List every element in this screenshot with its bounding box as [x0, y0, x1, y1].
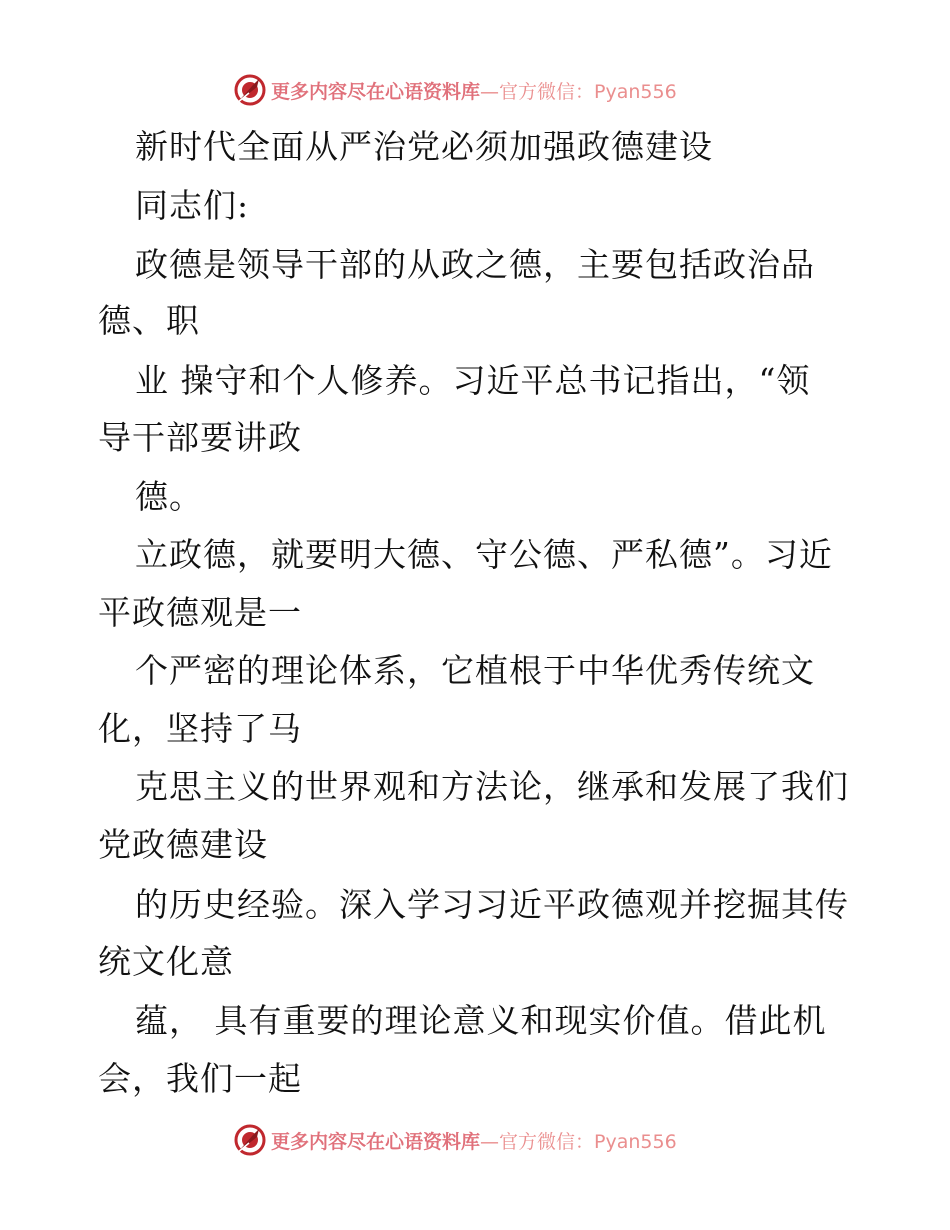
text-line: 德、职	[98, 301, 200, 340]
text-line: 导干部要讲政	[98, 418, 302, 457]
text-line: 统文化意	[98, 942, 234, 981]
text-line: 平政德观是一	[98, 593, 302, 632]
text-line: 会，我们一起	[98, 1059, 302, 1098]
text-line: 个严密的理论体系，它植根于中华优秀传统文	[135, 651, 815, 690]
watermark-sub-text: —官方微信：Pyan556	[480, 80, 677, 103]
watermark-sub-text: —官方微信：Pyan556	[480, 1130, 677, 1153]
document-title: 新时代全面从严治党必须加强政德建设	[135, 127, 713, 166]
quill-logo-icon	[233, 1123, 267, 1157]
text-line: 克思主义的世界观和方法论，继承和发展了我们	[135, 767, 849, 806]
text-line: 德。	[135, 477, 203, 516]
watermark-main-text: 更多内容尽在心语资料库	[271, 80, 481, 103]
watermark-main-text: 更多内容尽在心语资料库	[271, 1130, 481, 1153]
text-line: 党政德建设	[98, 825, 268, 864]
text-line: 立政德，就要明大德、守公德、严私德”。习近	[135, 535, 833, 574]
text-line: 的历史经验。深入学习习近平政德观并挖掘其传	[135, 885, 849, 924]
text-line: 化，坚持了马	[98, 709, 302, 748]
text-line: 蕴， 具有重要的理论意义和现实价值。借此机	[135, 1001, 827, 1040]
text-line: 业 操守和个人修养。习近平总书记指出，“领	[135, 361, 811, 400]
watermark-banner-bottom	[233, 1122, 677, 1158]
salutation: 同志们:	[135, 186, 250, 225]
text-line: 政德是领导干部的从政之德，主要包括政治品	[135, 245, 815, 284]
